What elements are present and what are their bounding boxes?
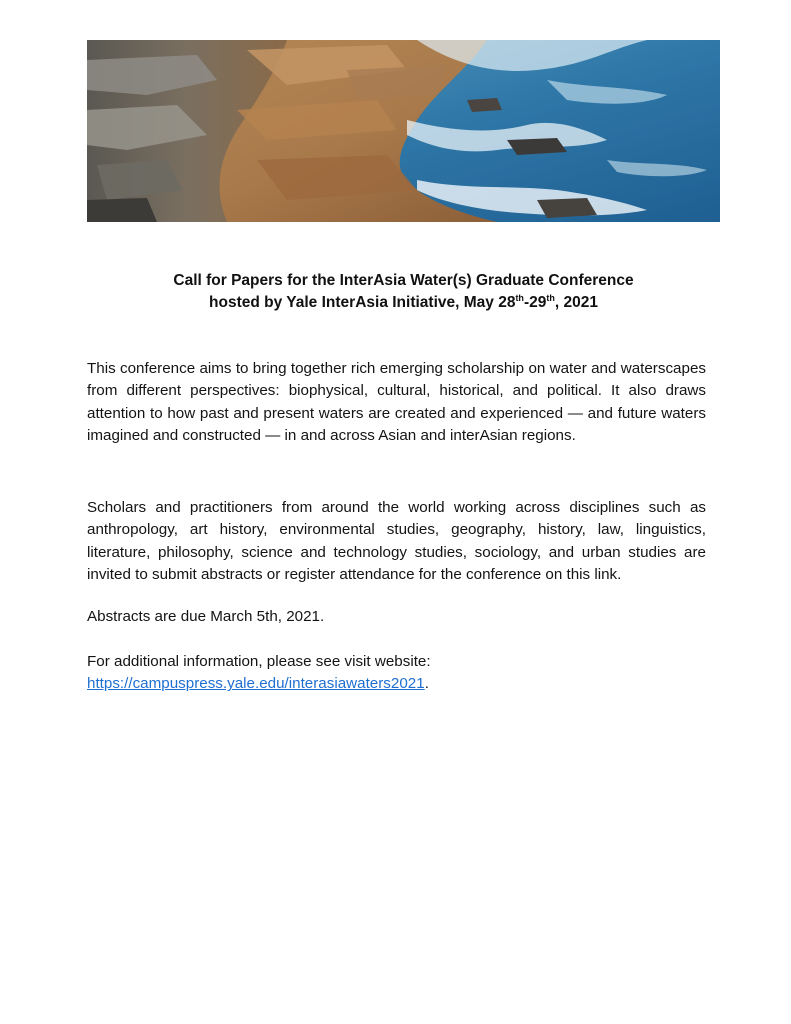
info-prefix: For additional information, please see visit website: xyxy=(87,653,431,670)
title-line-2-suffix: , 2021 xyxy=(554,294,598,311)
date-range-dash: -29 xyxy=(523,294,547,311)
ordinal-suffix: th xyxy=(515,292,524,303)
info-suffix: . xyxy=(424,675,429,693)
title-line-2-prefix: hosted by Yale InterAsia Initiative, May 28 xyxy=(209,294,516,311)
title-line-1: Call for Papers for the InterAsia Water(s) Graduate Conference xyxy=(173,272,634,289)
info-link-line xyxy=(87,673,706,695)
info-paragraph xyxy=(87,651,706,696)
website-link[interactable]: https://campuspress.yale.edu/interasiawaters2021 xyxy=(87,675,425,693)
deadline-paragraph: Abstracts are due March 5th, 2021. xyxy=(87,608,325,625)
coastline-photo-icon xyxy=(87,40,720,222)
ordinal-suffix: th xyxy=(546,292,555,303)
page-title xyxy=(87,270,720,314)
invite-paragraph: Scholars and practitioners from around the world working across disciplines such as anthropology, art history, environmental studies, geography, history, law, linguistics, literature, philosophy, science and technology studies, sociology, and urban studies are invited to submit abstracts or register attendance for the conference on this link. xyxy=(87,499,706,584)
title-line-2 xyxy=(87,292,720,314)
intro-paragraph: This conference aims to bring together rich emerging scholarship on water and waterscapes from different perspectives: biophysical, cultural, historical, and political. It also draws attention to how past and present waters are created and experienced — and future waters imagined and constructed — in and across Asian and interAsian regions. xyxy=(87,360,706,445)
